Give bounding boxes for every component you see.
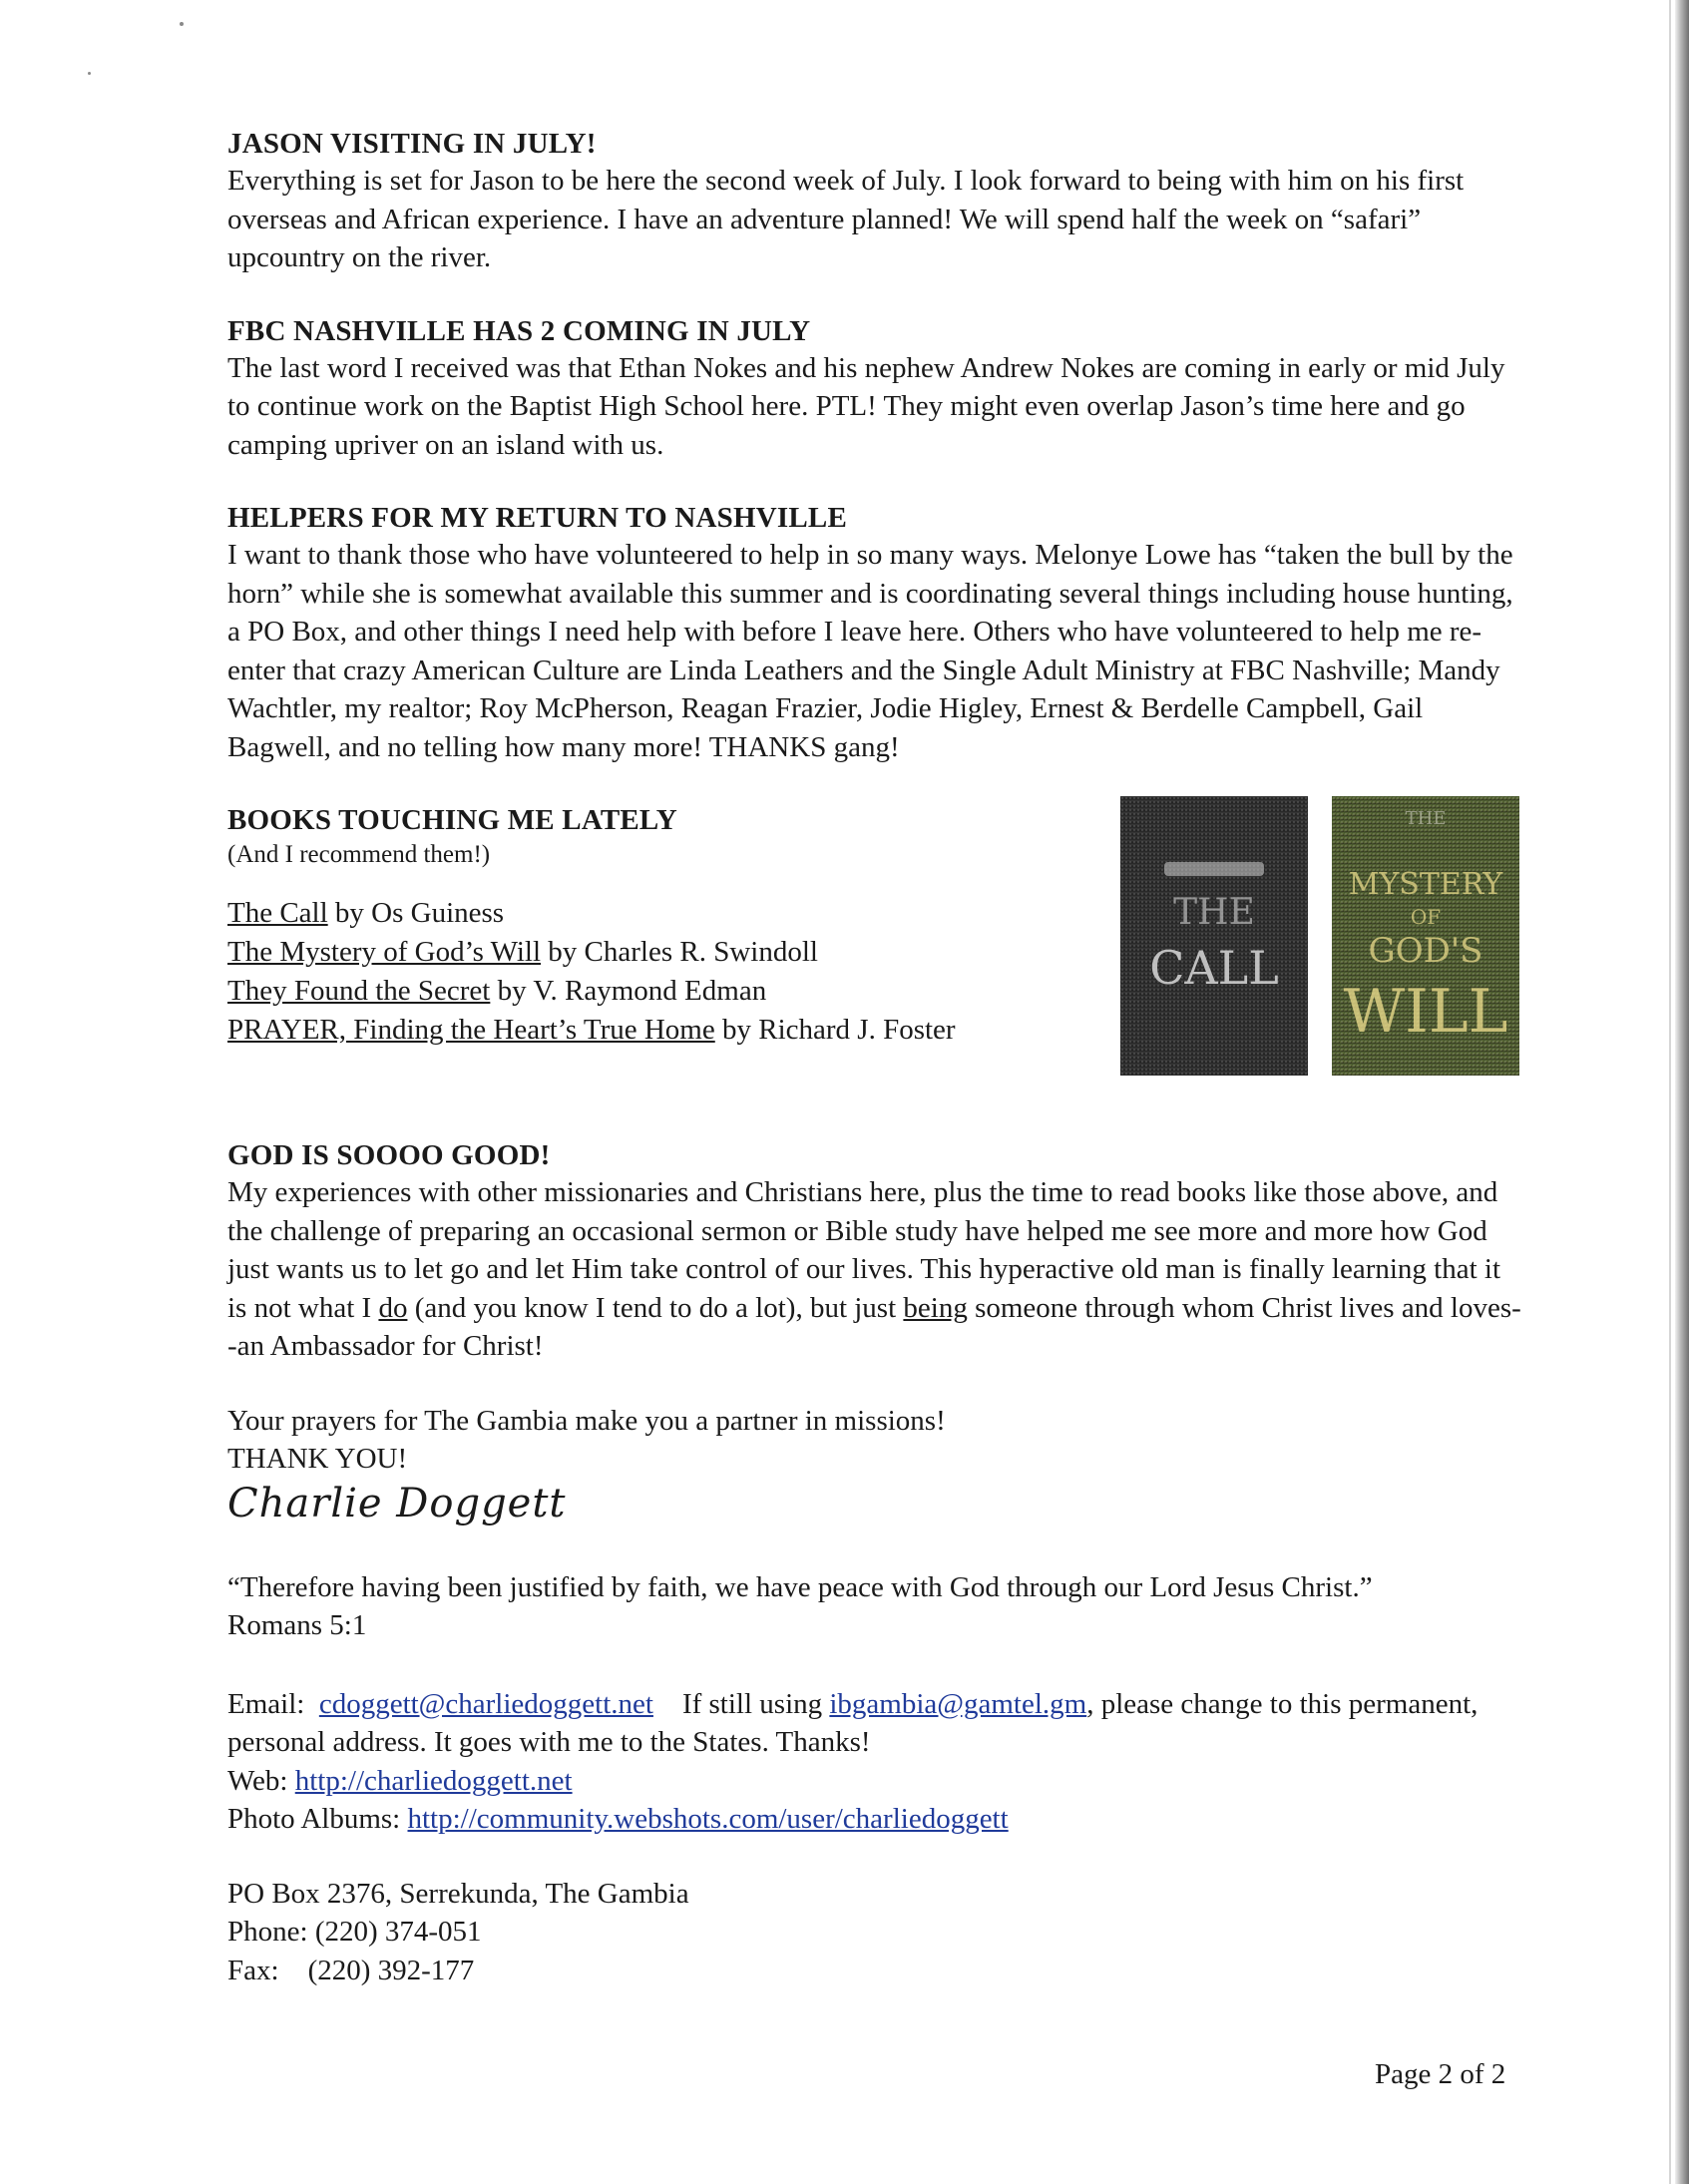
book-item [227, 933, 1524, 972]
photo-albums-link[interactable]: http://community.webshots.com/user/charliedoggett [407, 1803, 1009, 1835]
phone-number: (220) 374-051 [314, 1916, 482, 1948]
email-note: , please change to this permanent, personal address. It goes with me to the States. Thanks! [227, 1687, 1478, 1758]
scan-edge [1675, 0, 1689, 2184]
contact-info [227, 1685, 1524, 1839]
cover-art-line: GOD'S [1368, 931, 1483, 971]
photo-label: Photo Albums: [227, 1803, 401, 1835]
scan-speck [180, 22, 184, 26]
page-number: Page 2 of 2 [1375, 2058, 1506, 2090]
book-item [227, 894, 1524, 933]
section-fbc [227, 313, 1524, 465]
book-cover-the-call [1120, 796, 1308, 1076]
book-item [227, 1011, 1524, 1050]
phone-line [227, 1913, 1524, 1952]
fax-line [227, 1952, 1524, 1990]
book-cover-mystery-of-gods-will [1332, 796, 1519, 1076]
section-helpers [227, 500, 1524, 766]
section-heading: GOD IS SOOOO GOOD! [227, 1139, 551, 1171]
book-item [227, 972, 1524, 1011]
closing-line: Your prayers for The Gambia make you a partner in missions! [227, 1404, 946, 1437]
verse-text: “Therefore having been justified by faith, we have peace with God through our Lord Jesus Christ.” Romans 5:1 [227, 1570, 1373, 1641]
verse [227, 1568, 1524, 1645]
cover-art-line: MYSTERY [1348, 867, 1503, 902]
mailing-address [227, 1875, 1524, 1990]
closing-thanks: THANK YOU! [227, 1443, 408, 1475]
cover-art-line: OF [1410, 905, 1442, 929]
closing [227, 1402, 1524, 1529]
section-jason [227, 126, 1524, 277]
section-god-is-good [227, 1137, 1524, 1366]
book-title: The Mystery of God’s Will [227, 936, 542, 968]
emphasis-text: being [903, 1291, 968, 1324]
book-author: by Os Guiness [327, 897, 505, 929]
book-cover-art [1332, 796, 1519, 1076]
fax-number: (220) 392-177 [307, 1954, 475, 1986]
cover-art-line: WILL [1343, 977, 1508, 1047]
web-link[interactable]: http://charliedoggett.net [294, 1764, 573, 1797]
body-text: (and you know I tend to do a lot), but just [407, 1291, 904, 1324]
po-box: PO Box 2376, Serrekunda, The Gambia [227, 1877, 689, 1910]
emphasis-text: do [378, 1291, 408, 1324]
cover-art-line: THE [1405, 808, 1447, 829]
scan-edge-line [1669, 0, 1671, 2184]
section-subheading: (And I recommend them!) [227, 841, 491, 868]
book-cover-art [1120, 796, 1308, 1076]
body-text: someone through whom Christ lives and loves--an Ambassador for Christ! [227, 1291, 1521, 1362]
email-line [227, 1685, 1524, 1762]
book-author: by Charles R. Swindoll [541, 936, 818, 968]
section-heading: JASON VISITING IN JULY! [227, 128, 597, 160]
book-title: They Found the Secret [227, 975, 491, 1007]
section-body: Everything is set for Jason to be here the second week of July. I look forward to being with him on his first overseas and African experience. I have an adventure planned! We will spend half the week on “safari” upcountry on the river. [227, 165, 1465, 273]
scan-speck [88, 72, 91, 75]
web-line [227, 1762, 1524, 1801]
phone-label: Phone: [227, 1916, 308, 1948]
book-list [227, 894, 1524, 1050]
letter-content [227, 126, 1524, 2025]
section-heading: HELPERS FOR MY RETURN TO NASHVILLE [227, 502, 848, 534]
book-title: PRAYER, Finding the Heart’s True Home [227, 1014, 715, 1046]
section-books [227, 802, 1524, 1101]
fax-label: Fax: [227, 1954, 279, 1986]
email-label: Email: [227, 1687, 305, 1720]
email-link[interactable]: cdoggett@charliedoggett.net [318, 1687, 653, 1720]
book-title: The Call [227, 897, 328, 929]
email-note: If still using [681, 1687, 830, 1720]
body-text: My experiences with other missionaries and Christians here, plus the time to read books like those above, and the challenge of preparing an occasional sermon or Bible study have helped me see more and more how God just wants us to let go and let Him take control of our lives. This hyperactive old man is finally learning that it is not what I [227, 1176, 1501, 1324]
signature: Charlie Doggett [227, 1480, 567, 1527]
cover-art-line: CALL [1149, 941, 1279, 995]
section-heading: FBC NASHVILLE HAS 2 COMING IN JULY [227, 314, 811, 347]
section-body: The last word I received was that Ethan Nokes and his nephew Andrew Nokes are coming in early or mid July to continue work on the Baptist High School here. PTL! They might even overlap Jason’s time here and go camping upriver on an island with us. [227, 351, 1505, 461]
book-author: by Richard J. Foster [714, 1014, 956, 1046]
cover-art-line: THE [1173, 892, 1255, 933]
book-author: by V. Raymond Edman [490, 975, 767, 1007]
section-heading: BOOKS TOUCHING ME LATELY [227, 804, 677, 836]
web-label: Web: [227, 1764, 288, 1797]
old-email-link[interactable]: ibgambia@gamtel.gm [829, 1687, 1087, 1720]
section-body: I want to thank those who have volunteered to help in so many ways. Melonye Lowe has “taken the bull by the horn” while she is somewhat available this summer and is coordinating several things including house hunting, a PO Box, and other things I need help with before I leave here. Others who have volunteered to help me re-enter that crazy American Culture are Linda Leathers and the Single Adult Ministry at FBC Nashville; Mandy Wachtler, my realtor; Roy McPherson, Reagan Frazier, Jodie Higley, Ernest & Berdelle Campbell, Gail Bagwell, and no telling how many more! THANKS gang! [227, 539, 1513, 763]
photo-line [227, 1800, 1524, 1839]
section-body [227, 1173, 1524, 1366]
